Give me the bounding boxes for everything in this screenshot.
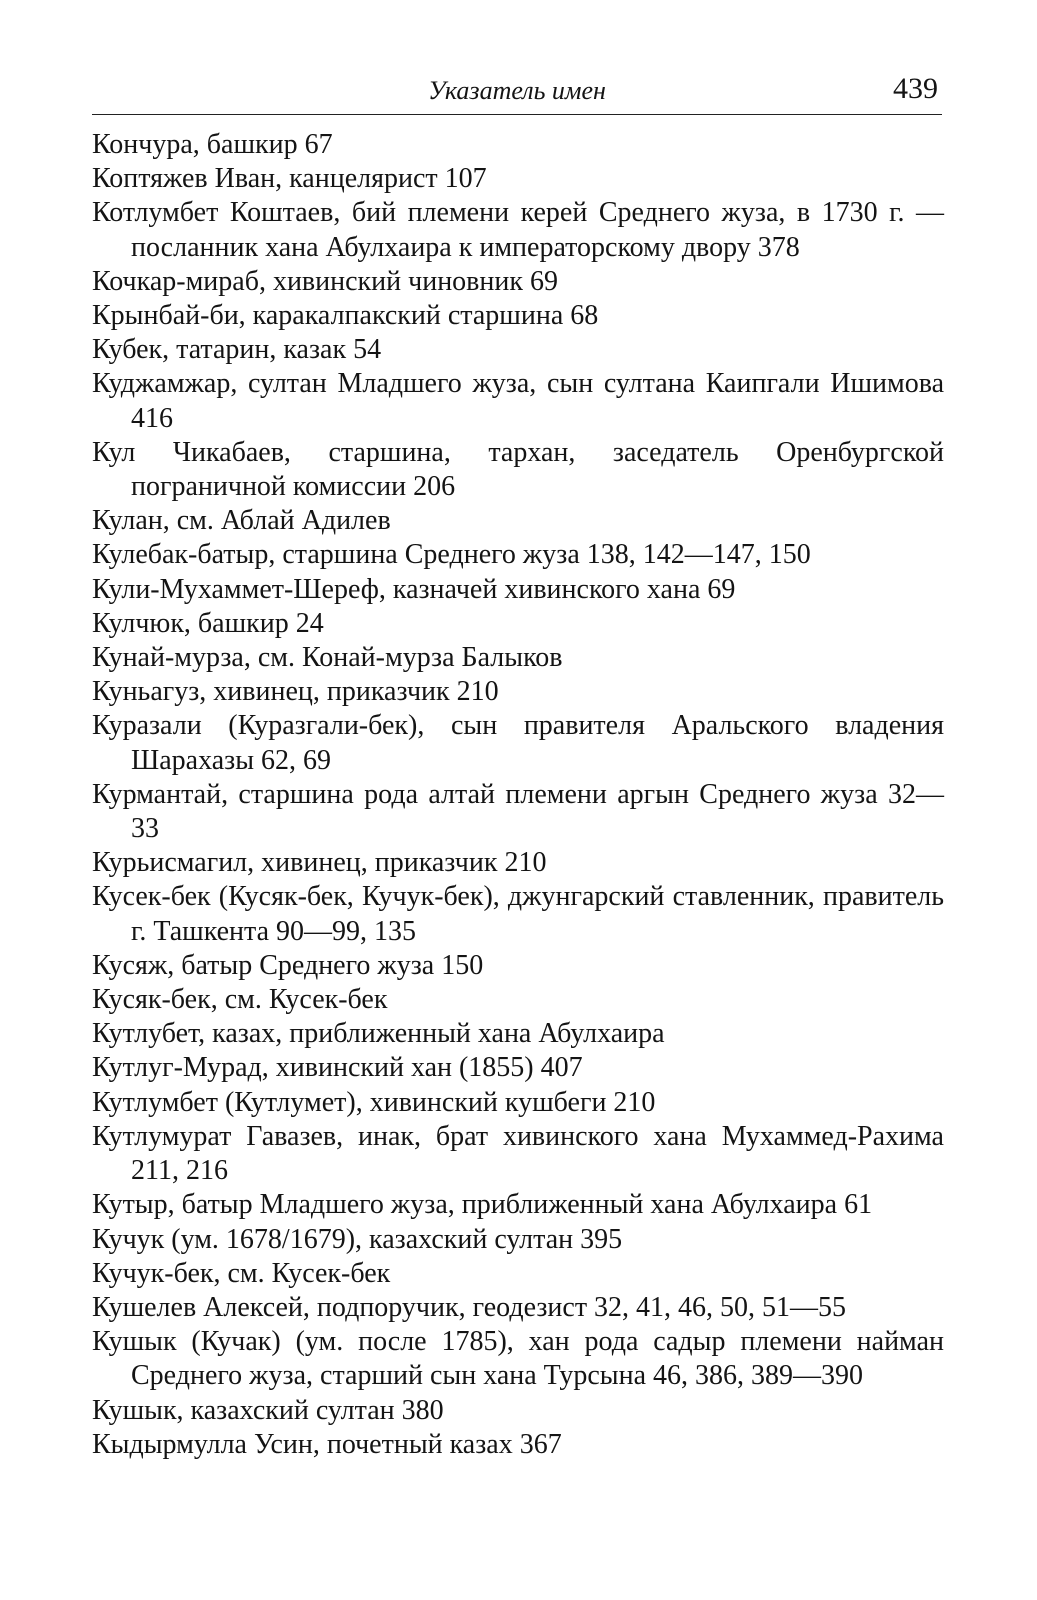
index-entry: Кучук-бек, см. Кусек-бек <box>92 1257 391 1289</box>
index-entry: Куджамжар, султан Младшего жуза, сын султана Каипгали Ишимова 416 <box>92 368 944 434</box>
running-header-title: Указатель имен <box>428 76 606 105</box>
index-entry: Кули-Мухаммет-Шереф, казначей хивинского хана 69 <box>92 573 736 605</box>
index-entry: Кулан, см. Аблай Адилев <box>92 505 391 537</box>
index-entry: Кутлумбет (Кутлумет), хивинский кушбеги 210 <box>92 1086 656 1118</box>
index-entry: Куразали (Куразгали-бек), сын правителя Аральского владения Шарахазы 62, 69 <box>92 710 944 776</box>
index-entry: Кубек, татарин, казак 54 <box>92 334 382 366</box>
index-entry: Кончура, башкир 67 <box>92 129 333 160</box>
index-entry: Крынбай-би, каракалпакский старшина 68 <box>92 300 599 332</box>
index-entry: Кочкар-мираб, хивинский чиновник 69 <box>92 265 558 297</box>
page-number: 439 <box>893 72 938 105</box>
running-header <box>92 72 942 115</box>
index-entry: Кутыр, батыр Младшего жуза, приближенный хана Абулхаира 61 <box>92 1189 873 1221</box>
index-entry: Курмантай, старшина рода алтай племени аргын Среднего жуза 32—33 <box>92 778 944 845</box>
index-entry: Кулебак-батыр, старшина Среднего жуза 138, 142—147, 150 <box>92 539 811 571</box>
index-entry: Кушык, казахский султан 380 <box>92 1394 444 1426</box>
index-entry: Кучук (ум. 1678/1679), казахский султан 395 <box>92 1223 623 1255</box>
index-entry: Кулчюк, башкир 24 <box>92 607 324 639</box>
index-entry: Кыдырмулла Усин, почетный казах 367 <box>92 1428 562 1460</box>
index-entry: Кунай-мурза, см. Конай-мурза Балыков <box>92 642 563 674</box>
index-entry: Кусек-бек (Кусяк-бек, Кучук-бек), джунгарский ставленник, правитель г. Ташкента 90—99, 135 <box>92 881 944 947</box>
index-entry: Кул Чикабаев, старшина, тархан, заседатель Оренбургской пограничной комиссии 206 <box>92 436 944 503</box>
index-entry: Коптяжев Иван, канцелярист 107 <box>92 163 487 195</box>
index-entry: Кушык (Кучак) (ум. после 1785), хан рода садыр племени найман Среднего жуза, старший сын хана Турсына 46, 386, 389—390 <box>92 1326 944 1392</box>
index-entry: Кушелев Алексей, подпоручик, геодезист 32, 41, 46, 50, 51—55 <box>92 1291 847 1323</box>
index-entry: Кутлубет, казах, приближенный хана Абулхаира <box>92 1018 665 1050</box>
index-entries <box>92 128 944 1462</box>
index-entry: Кутлуг-Мурад, хивинский хан (1855) 407 <box>92 1052 583 1084</box>
index-entry: Курьисмагил, хивинец, приказчик 210 <box>92 847 547 879</box>
index-entry: Котлумбет Коштаев, бий племени керей Среднего жуза, в 1730 г. — посланник хана Абулхаира к императорскому двору 378 <box>92 197 944 263</box>
index-entry: Кутлумурат Гавазев, инак, брат хивинского хана Мухаммед-Рахима 211, 216 <box>92 1120 944 1187</box>
index-entry: Куньагуз, хивинец, приказчик 210 <box>92 676 499 708</box>
index-entry: Кусяк-бек, см. Кусек-бек <box>92 984 388 1016</box>
index-entry: Кусяж, батыр Среднего жуза 150 <box>92 949 484 981</box>
